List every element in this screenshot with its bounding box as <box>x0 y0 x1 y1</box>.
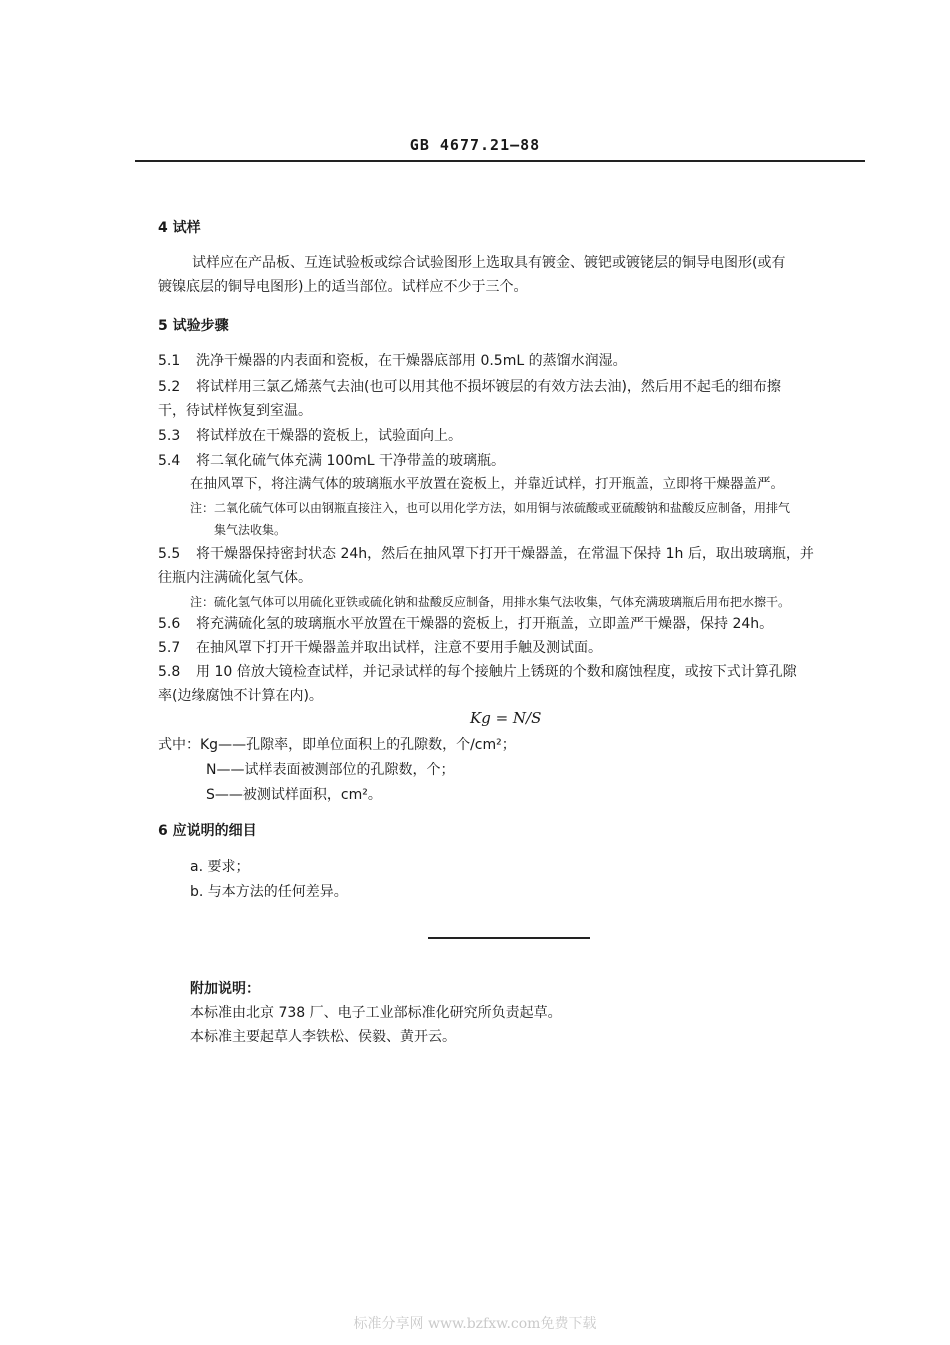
standard-code: GB 4677.21—88 <box>409 136 541 154</box>
clause-5-6 <box>158 614 773 634</box>
clause-text: 将试样用三氯乙烯蒸气去油(也可以用其他不损坏镀层的有效方法去油)，然后用不起毛的细布擦 <box>196 379 781 395</box>
clause-5-4-note-line1: 注：二氧化硫气体可以由钢瓶直接注入，也可以用化学方法，如用铜与浓硫酸或亚硫酸钠和盐酸反应制备，用排气 <box>190 501 791 515</box>
appendix-line2: 本标准主要起草人李铁松、侯毅、黄开云。 <box>190 1029 456 1045</box>
clause-5-4-continuation: 在抽风罩下，将注满气体的玻璃瓶水平放置在瓷板上，并靠近试样，打开瓶盖，立即将干燥器盖严。 <box>190 476 784 492</box>
clause-5-8 <box>158 662 797 682</box>
clause-text: 将二氧化硫气体充满 100mL 干净带盖的玻璃瓶。 <box>196 453 506 469</box>
clause-5-1 <box>158 351 627 371</box>
header-divider <box>135 160 865 162</box>
section-5-title: 5 试验步骤 <box>158 318 229 334</box>
section-4-paragraph-line2: 镀镍底层的铜导电图形)上的适当部位。试样应不少于三个。 <box>158 279 528 295</box>
clause-text: 将试样放在干燥器的瓷板上，试验面向上。 <box>196 428 462 444</box>
clause-number: 5.8 <box>158 664 181 680</box>
clause-5-3 <box>158 426 462 446</box>
section-6-title: 6 应说明的细目 <box>158 823 257 839</box>
clause-text: 将充满硫化氢的玻璃瓶水平放置在干燥器的瓷板上，打开瓶盖，立即盖严干燥器，保持 24h。 <box>196 616 774 632</box>
footer-watermark: 标准分享网 www.bzfxw.com免费下载 <box>353 1316 597 1332</box>
formula-where-line3: S——被测试样面积，cm²。 <box>206 787 382 803</box>
formula-where-line2: N——试样表面被测部位的孔隙数，个； <box>206 762 455 778</box>
clause-number: 5.7 <box>158 640 181 656</box>
section-6-item-b: b. 与本方法的任何差异。 <box>190 884 348 900</box>
clause-number: 5.3 <box>158 428 181 444</box>
section-4-title: 4 试样 <box>158 220 201 236</box>
clause-number: 5.1 <box>158 353 181 369</box>
clause-5-4-note-line2: 集气法收集。 <box>214 523 287 537</box>
clause-5-5-note: 注：硫化氢气体可以用硫化亚铁或硫化钠和盐酸反应制备，用排水集气法收集，气体充满玻璃瓶后用布把水擦干。 <box>190 595 791 609</box>
clause-text: 将干燥器保持密封状态 24h，然后在抽风罩下打开干燥器盖，在常温下保持 1h 后，取出玻璃瓶，并 <box>196 546 814 562</box>
formula-where-line1: 式中：Kg——孔隙率，即单位面积上的孔隙数，个/cm²； <box>158 737 516 753</box>
section-6-item-a: a. 要求； <box>190 859 250 875</box>
clause-number: 5.6 <box>158 616 181 632</box>
clause-number: 5.2 <box>158 379 181 395</box>
clause-5-8-cont: 率(边缘腐蚀不计算在内)。 <box>158 688 323 704</box>
section-4-paragraph-line1: 试样应在产品板、互连试验板或综合试验图形上选取具有镀金、镀钯或镀铑层的铜导电图形(或有 <box>192 255 786 271</box>
clause-5-2 <box>158 377 781 397</box>
clause-5-7 <box>158 638 602 658</box>
porosity-formula: Kg = N/S <box>470 709 542 727</box>
appendix-line1: 本标准由北京 738 厂、电子工业部标准化研究所负责起草。 <box>190 1005 562 1021</box>
clause-text: 用 10 倍放大镜检查试样，并记录试样的每个接触片上锈斑的个数和腐蚀程度，或按下式计算孔隙 <box>196 664 797 680</box>
end-divider <box>428 937 590 939</box>
clause-number: 5.4 <box>158 453 181 469</box>
clause-text: 在抽风罩下打开干燥器盖并取出试样，注意不要用手触及测试面。 <box>196 640 602 656</box>
clause-text: 洗净干燥器的内表面和瓷板，在干燥器底部用 0.5mL 的蒸馏水润湿。 <box>196 353 627 369</box>
clause-5-5 <box>158 544 814 564</box>
clause-5-5-cont: 往瓶内注满硫化氢气体。 <box>158 570 312 586</box>
clause-5-2-cont: 干，待试样恢复到室温。 <box>158 403 312 419</box>
clause-5-4 <box>158 451 505 471</box>
appendix-title: 附加说明： <box>190 981 260 997</box>
clause-number: 5.5 <box>158 546 181 562</box>
